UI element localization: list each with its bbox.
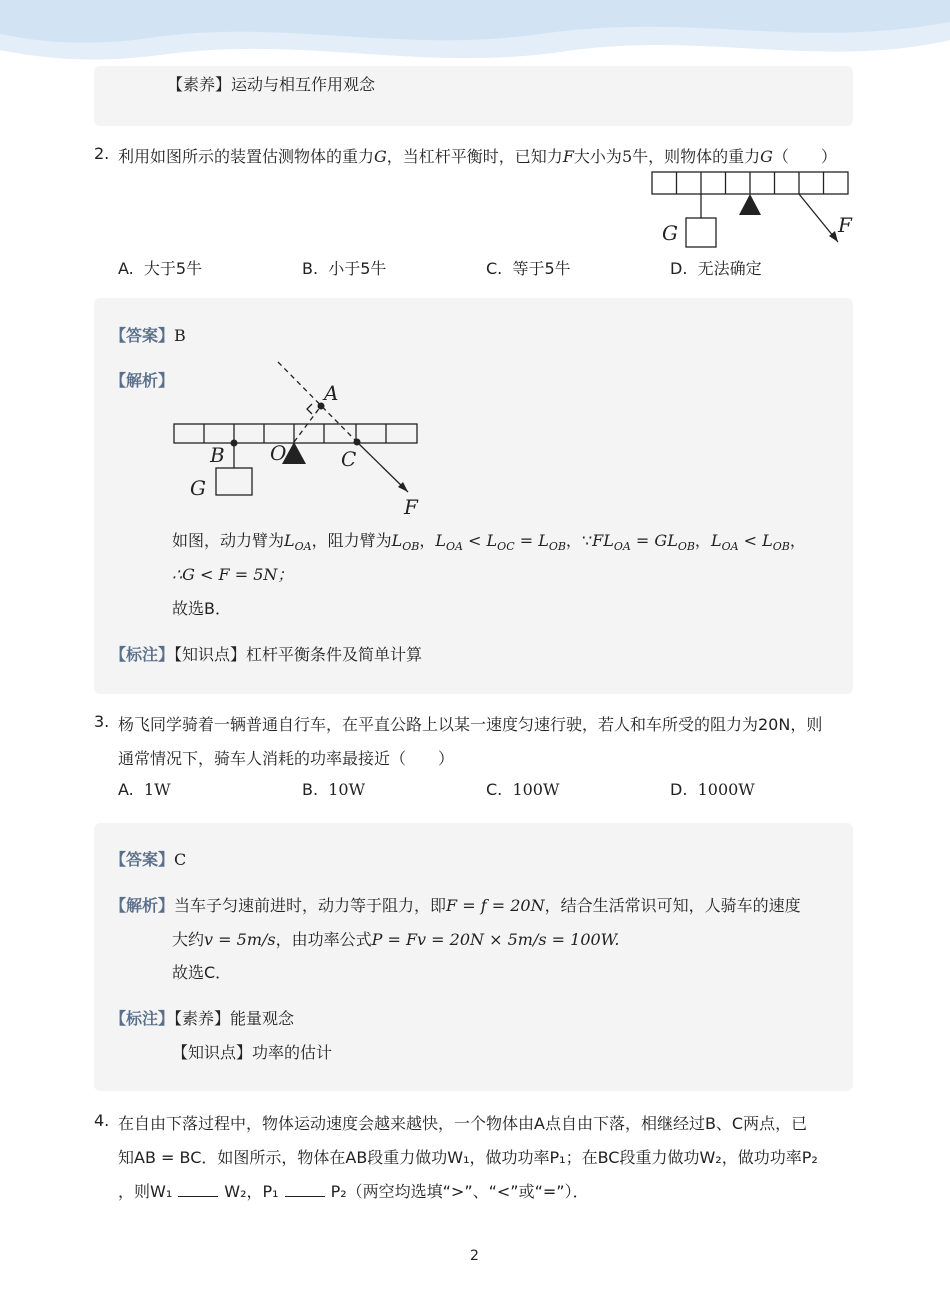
note-3-line-1: 【标注】【素养】能量观念: [110, 1009, 295, 1028]
analysis-2-line-1: 如图，动力臂为$L_{OA}$，阻力臂为$L_{OB}$，$L_{OA} < L_{OC} = L_{OB}$，$\because FL_{OA} = GL_{OB}$，$L_{OA} < L_{OB}$，: [172, 531, 806, 554]
analysis-3-line-2: 大约v = 5m/s，由功率公式P = Fv = 20N × 5m/s = 100W.: [172, 930, 620, 949]
blank-2[interactable]: [285, 1196, 325, 1197]
lever-figure: [640, 168, 860, 254]
weight-g-label: G: [190, 476, 206, 500]
option-b[interactable]: B. 10W: [302, 780, 366, 799]
option-d[interactable]: D. 无法确定: [670, 259, 762, 278]
analysis-3-line-1: 【解析】当车子匀速前进时，动力等于阻力，即F = f = 20N，结合生活常识可知，人骑车的速度: [110, 896, 801, 915]
force-f-label: F: [404, 495, 418, 519]
point-b-label: B: [210, 443, 225, 467]
option-a[interactable]: A. 1W: [118, 780, 171, 799]
option-c[interactable]: C. 等于5牛: [486, 259, 571, 278]
question-4-line-2: 知AB = BC．如图所示，物体在AB段重力做功W₁，做功功率P₁；在BC段重力做功W₂，做功功率P₂: [118, 1148, 818, 1167]
point-a-label: A: [324, 381, 339, 405]
lever-analysis-figure: [168, 356, 428, 520]
point-o-label: O: [270, 441, 287, 465]
question-3-line-1: 杨飞同学骑着一辆普通自行车，在平直公路上以某一速度匀速行驶，若人和车所受的阻力为20N，则: [118, 715, 823, 734]
fulcrum-triangle: [739, 194, 761, 215]
note-2-line: 【标注】【知识点】杠杆平衡条件及简单计算: [110, 645, 423, 664]
note-3-line-2: 【知识点】功率的估计: [172, 1043, 333, 1062]
option-b[interactable]: B. 小于5牛: [302, 259, 387, 278]
analysis-2-tag: 【解析】: [110, 371, 175, 390]
question-4-line-3: ，则W₁ W₂，P₁ P₂（两空均选填“>”、“<”或“=”）．: [118, 1182, 589, 1201]
point-c-label: C: [341, 447, 357, 471]
question-4-number: 4.: [94, 1111, 110, 1130]
question-2-stem: 利用如图所示的装置估测物体的重力G，当杠杆平衡时，已知力F大小为5牛，则物体的重力G（ ）: [118, 147, 837, 166]
answer-3-line: 【答案】C: [110, 850, 187, 869]
question-3-line-2: 通常情况下，骑车人消耗的功率最接近（ ）: [118, 749, 455, 768]
question-3-number: 3.: [94, 712, 110, 731]
page-number: 2: [470, 1248, 479, 1264]
analysis-2-line-3: 故选B．: [172, 599, 231, 618]
answer-2-line: 【答案】B: [110, 326, 186, 345]
option-a[interactable]: A. 大于5牛: [118, 259, 203, 278]
literacy-note: 【素养】运动与相互作用观念: [167, 75, 376, 94]
question-4-line-1: 在自由下落过程中，物体运动速度会越来越快，一个物体由A点自由下落，相继经过B、C两点，已: [118, 1114, 808, 1133]
analysis-2-line-2: ∴G < F = 5N；: [172, 565, 294, 584]
analysis-3-line-3: 故选C．: [172, 963, 232, 982]
question-2-number: 2.: [94, 144, 110, 163]
option-c[interactable]: C. 100W: [486, 780, 560, 799]
option-d[interactable]: D. 1000W: [670, 780, 755, 799]
figure-label-f: F: [838, 213, 852, 237]
figure-label-g: G: [662, 221, 678, 245]
blank-1[interactable]: [178, 1196, 218, 1197]
